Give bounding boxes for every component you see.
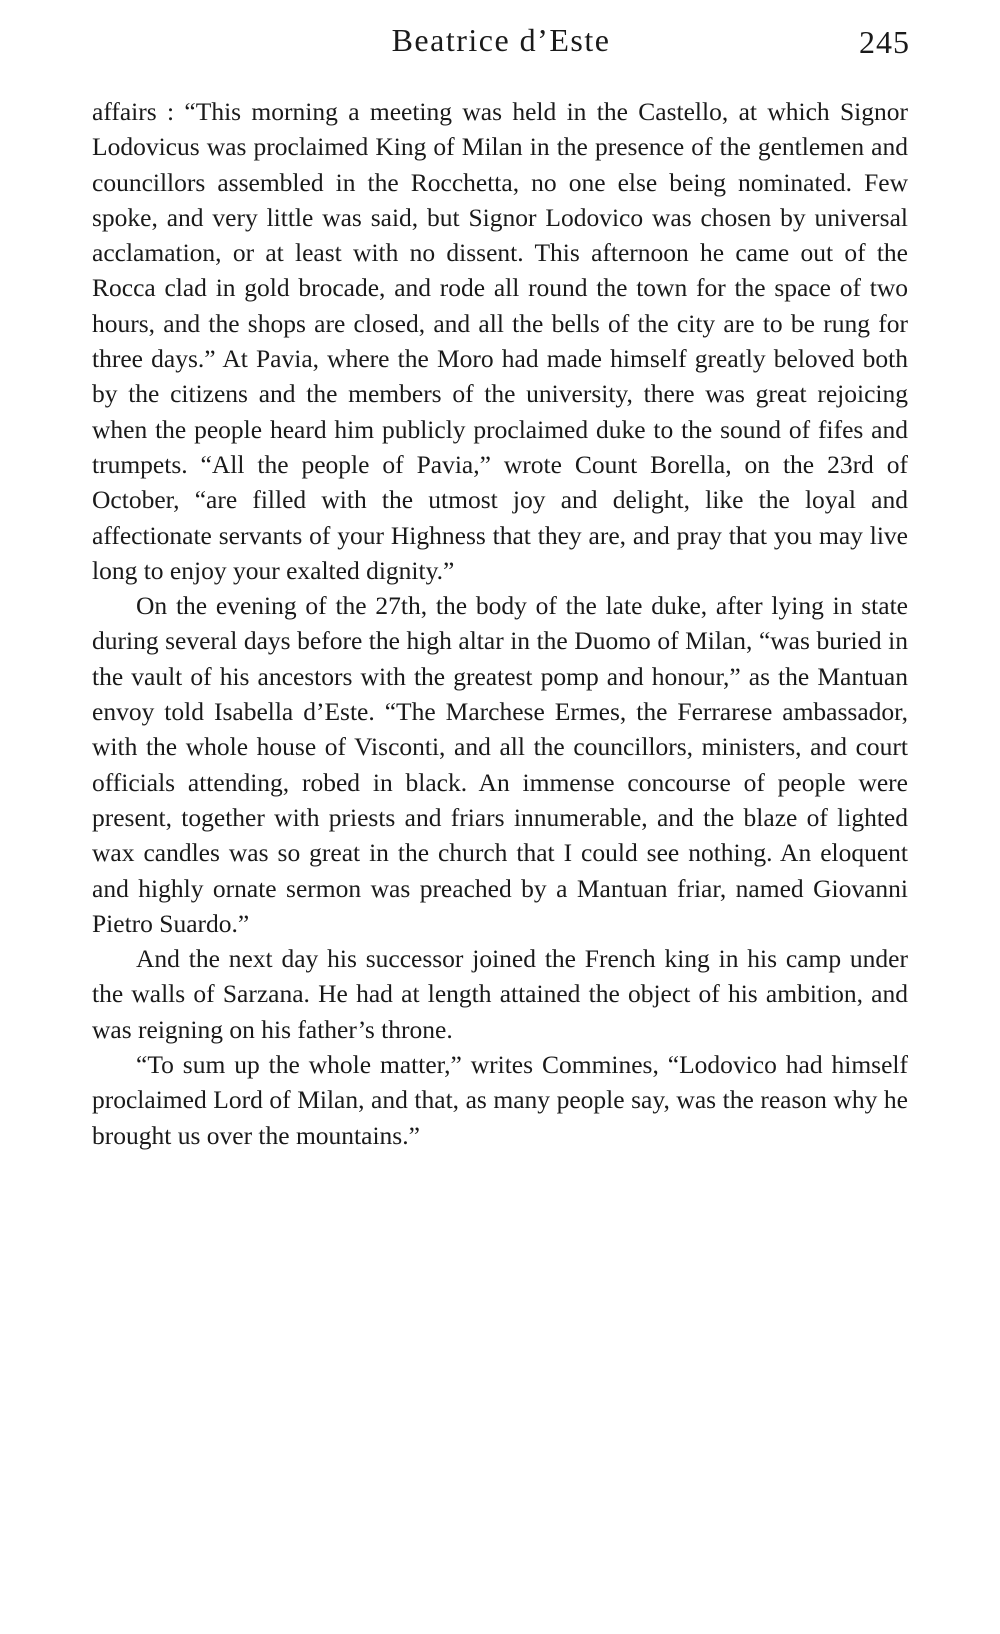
running-head [92,22,910,66]
paragraph-continued: affairs : “This morning a meeting was held in the Castello, at which Signor Lodovicus was proclaimed King of Milan in the presence of the gentlemen and councillors assembled in the Rocchetta, no one else being nominated. Few spoke, and very little was said, but Signor Lodovico was chosen by universal acclamation, or at least with no dissent. This afternoon he came out of the Rocca clad in gold brocade, and rode all round the town for the space of two hours, and the shops are closed, and all the bells of the city are to be rung for three days.” At Pavia, where the Moro had made himself greatly beloved both by the citizens and the members of the university, there was great rejoicing when the people heard him publicly proclaimed duke to the sound of fifes and trumpets. “All the people of Pavia,” wrote Count Borella, on the 23rd of October, “are filled with the utmost joy and delight, like the loyal and affectionate servants of your Highness that they are, and pray that you may live long to enjoy your exalted dignity.” [92,97,908,585]
running-title: Beatrice d’Este [391,22,611,58]
paragraph-funeral: On the evening of the 27th, the body of the late duke, after lying in state during several days before the high altar in the Duomo of Milan, “was buried in the vault of his ancestors with the greatest pomp and honour,” as the Mantuan envoy told Isabella d’Este. “The Marchese Ermes, the Ferrarese ambassador, with the whole house of Visconti, and all the councillors, ministers, and court officials attending, robed in black. An immense concourse of people were present, together with priests and friars innumerable, and the blaze of lighted wax candles was so great in the church that I could see nothing. An eloquent and highly ornate sermon was preached by a Mantuan friar, named Giovanni Pietro Suardo.” [92,591,908,938]
page-number: 245 [859,24,910,60]
paragraph-commines: “To sum up the whole matter,” writes Commines, “Lodovico had himself proclaimed Lord of Milan, and that, as many people say, was the reason why he brought us over the mountains.” [92,1050,908,1150]
paragraph-successor: And the next day his successor joined the French king in his camp under the walls of Sarzana. He had at length attained the object of his ambition, and was reigning on his father’s throne. [92,944,908,1044]
body-text [92,94,908,1153]
